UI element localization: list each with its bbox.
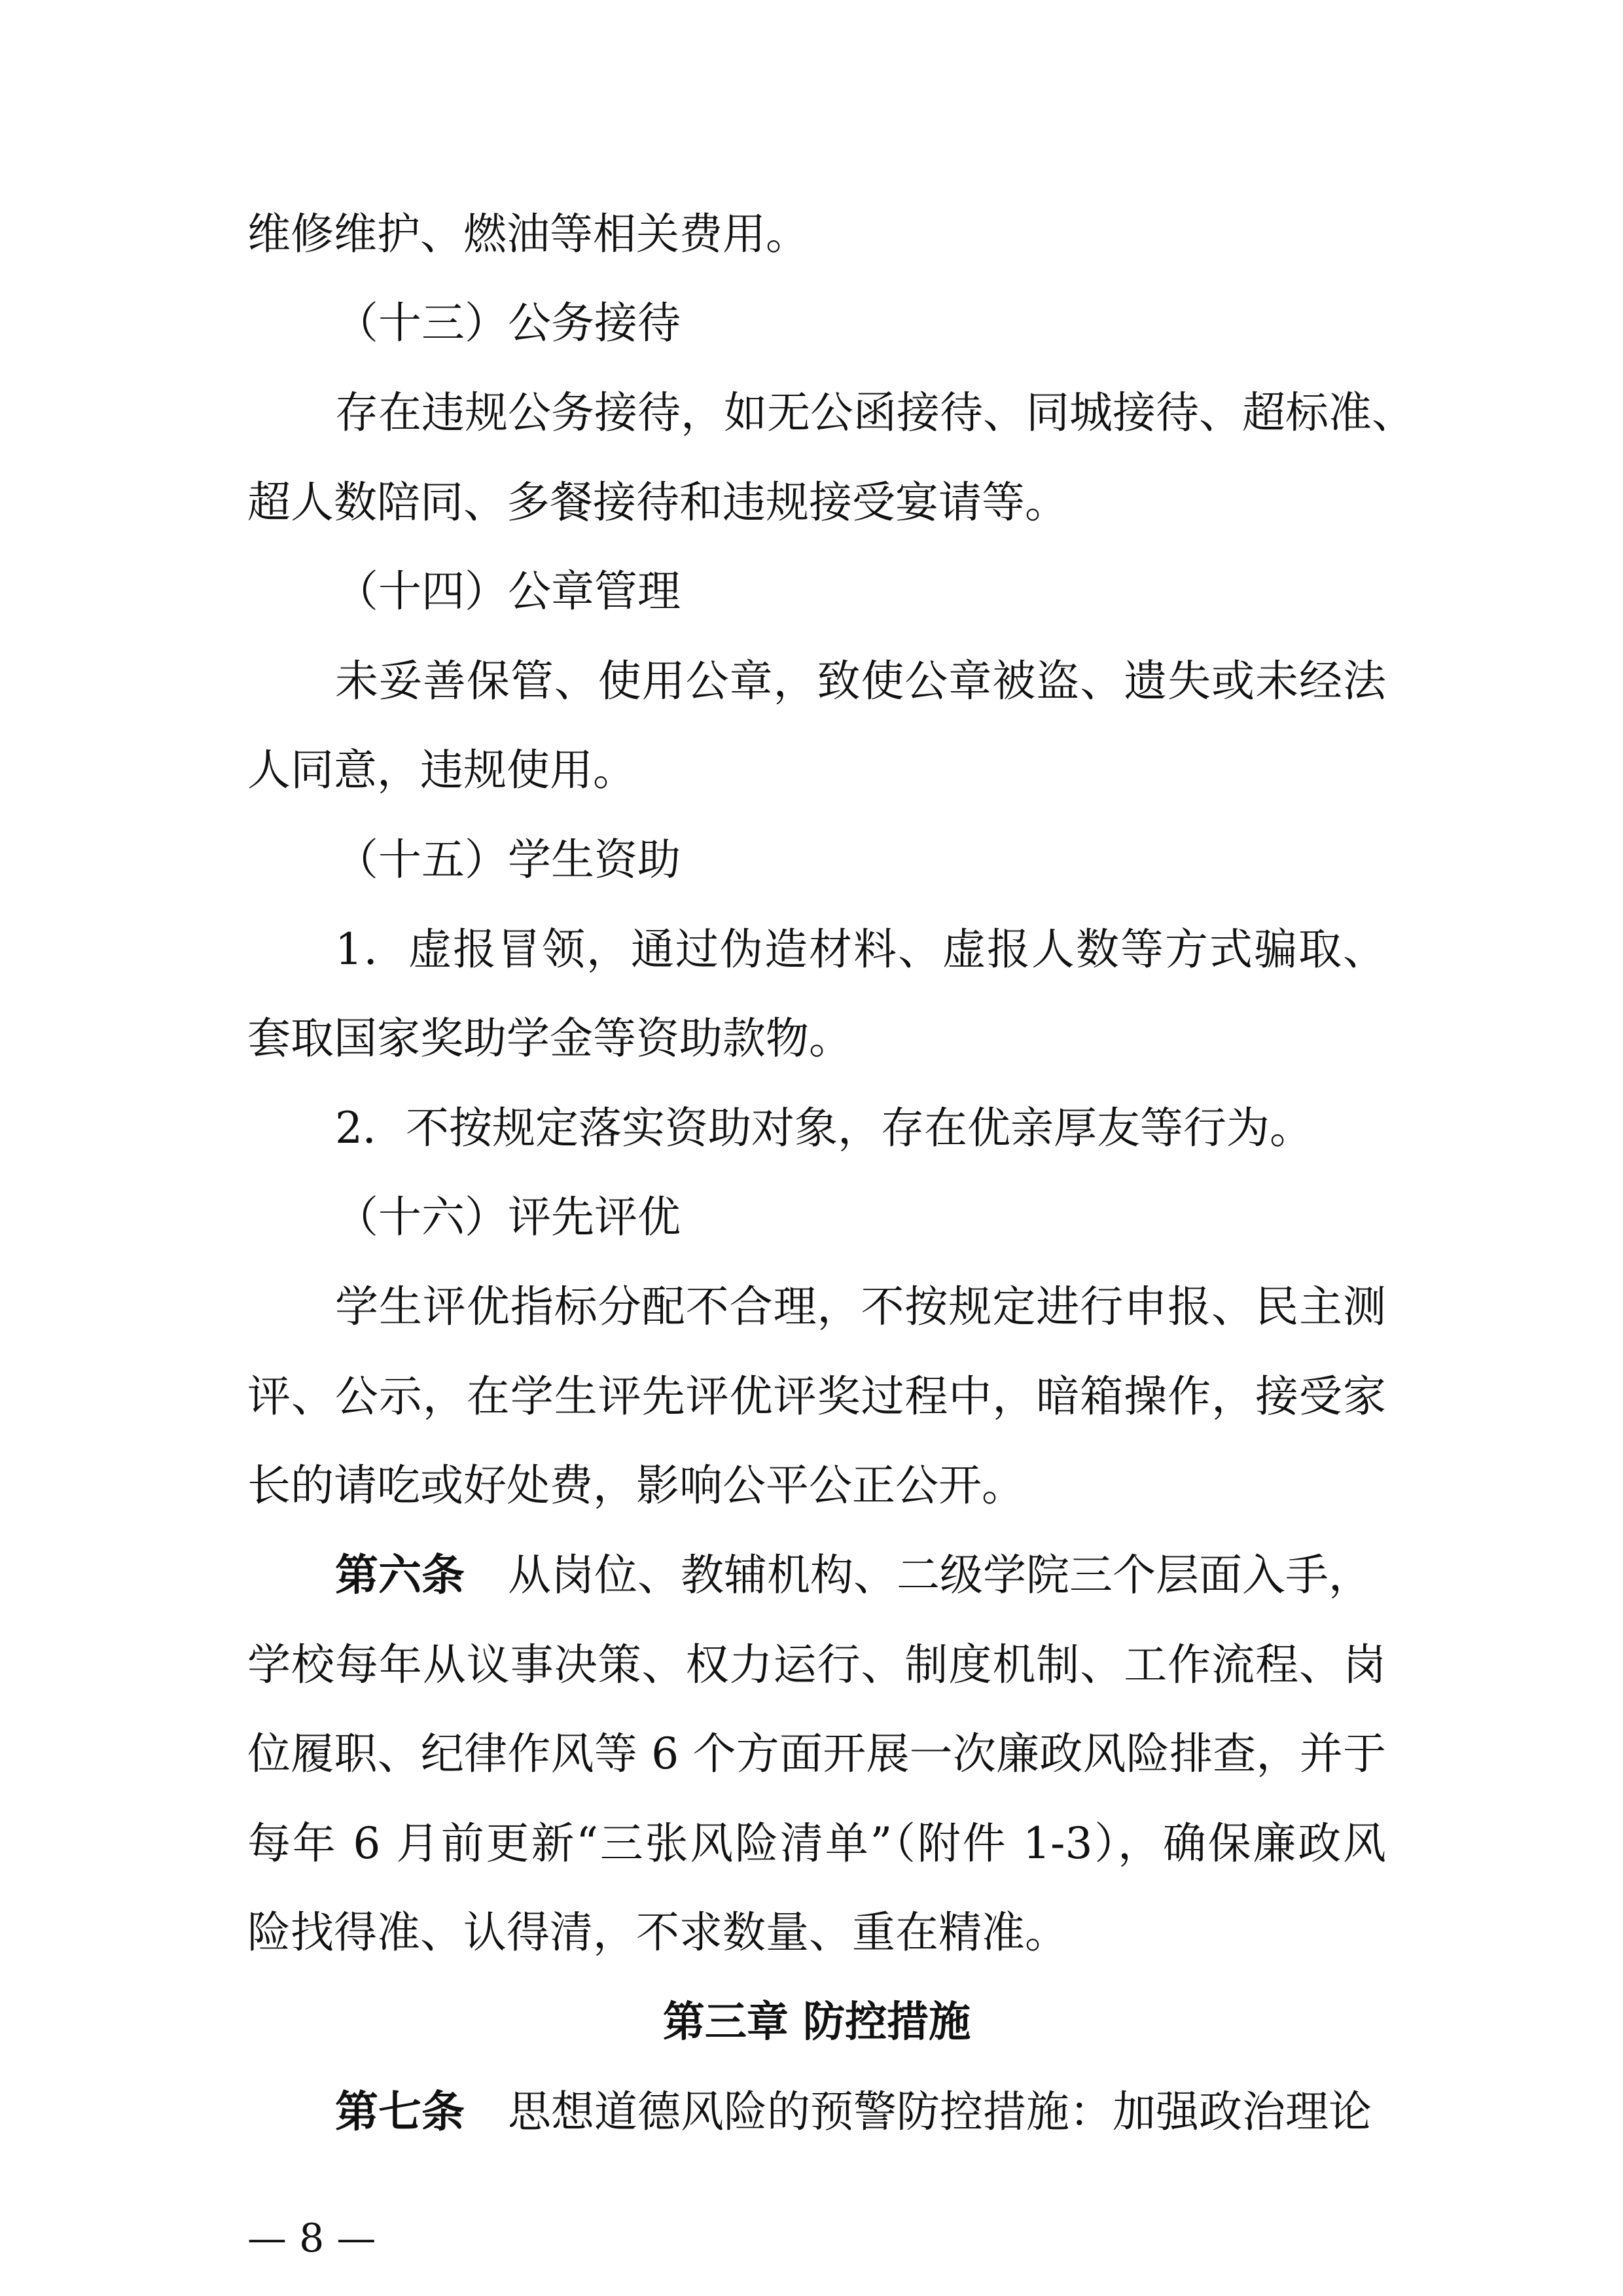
body-line: 超人数陪同、多餐接待和违规接受宴请等。 [247,477,1068,528]
body-line: 位履职、纪律作风等 6 个方面开展一次廉政风险排查，并于 [247,1729,1386,1779]
body-line: 评、公示，在学生评先评优评奖过程中，暗箱操作，接受家 [247,1371,1386,1422]
body-line: 学校每年从议事决策、权力运行、制度机制、工作流程、岗 [247,1640,1386,1690]
body-line: 每年 6 月前更新“三张风险清单”（附件 1-3），确保廉政风 [247,1818,1386,1869]
article-7-first-line [335,2086,1386,2138]
article-6-first-line [335,1549,1386,1602]
section-heading-13: （十三）公务接待 [335,298,681,348]
section-heading-14: （十四）公章管理 [335,566,681,617]
body-line: 学生评优指标分配不合理，不按规定进行申报、民主测 [335,1282,1386,1332]
article-7-text: 思想道德风险的预警防控措施：加强政治理论 [508,2087,1372,2137]
body-line: 1．虚报冒领，通过伪造材料、虚报人数等方式骗取、 [335,924,1386,975]
article-6-text: 从岗位、教辅机构、二级学院三个层面入手， [508,1550,1372,1600]
body-line: 存在违规公务接待，如无公函接待、同城接待、超标准、 [335,387,1415,438]
body-line: 未妥善保管、使用公章，致使公章被盗、遗失或未经法 [335,656,1386,706]
body-line: 2．不按规定落实资助对象，存在优亲厚友等行为。 [335,1103,1313,1153]
section-heading-15: （十五）学生资助 [335,834,681,885]
body-line: 人同意，违规使用。 [247,745,636,795]
body-line: 维修维护、燃油等相关费用。 [247,209,809,259]
body-line: 险找得准、认得清，不求数量、重在精准。 [247,1907,1068,1958]
body-line: 套取国家奖助学金等资助款物。 [247,1013,852,1064]
chapter-title: 第三章 防控措施 [662,1998,971,2047]
body-line: 长的请吃或好处费，影响公平公正公开。 [247,1460,1025,1511]
article-6-label: 第六条 [335,1550,465,1600]
section-heading-16: （十六）评先评优 [335,1192,681,1242]
article-7-label: 第七条 [335,2087,465,2137]
page-number: — 8 — [247,2215,376,2261]
